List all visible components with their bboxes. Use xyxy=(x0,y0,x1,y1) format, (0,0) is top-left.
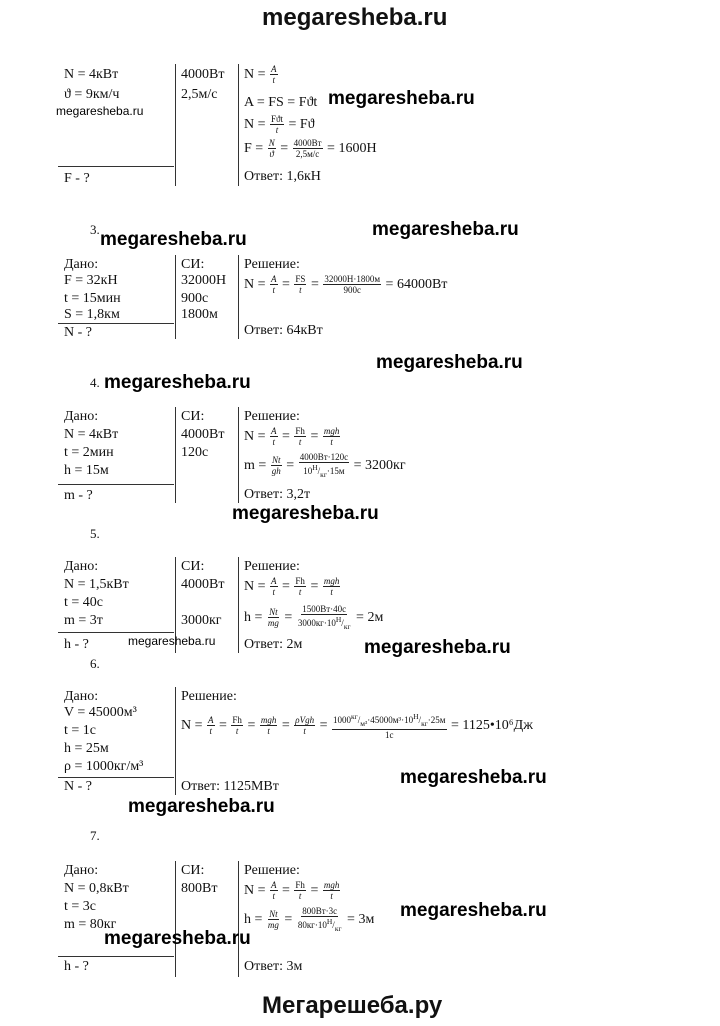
watermark: megaresheba.ru xyxy=(100,229,247,250)
problem-number: 5. xyxy=(90,526,100,541)
divider xyxy=(238,255,239,339)
divider xyxy=(238,861,239,977)
watermark: megaresheba.ru xyxy=(128,634,216,648)
site-footer: Мегарешеба.ру xyxy=(262,992,443,1019)
site-header: megaresheba.ru xyxy=(262,4,448,31)
answer-line: Ответ: 1125МВт xyxy=(181,779,279,794)
given-line: t = 15мин xyxy=(64,291,121,306)
divider xyxy=(238,557,239,653)
given-line: h = 25м xyxy=(64,741,109,756)
given-line: Дано: xyxy=(64,689,99,704)
divider xyxy=(175,687,176,795)
divider xyxy=(58,632,174,633)
divider xyxy=(175,64,176,186)
divider xyxy=(238,407,239,503)
find-line: N - ? xyxy=(64,779,92,794)
divider xyxy=(175,407,176,503)
given-line: ϑ = 9км/ч xyxy=(64,87,120,102)
find-line: F - ? xyxy=(64,171,90,186)
given-line: Дано: xyxy=(64,863,99,878)
divider xyxy=(238,64,239,186)
problem-number: 4. xyxy=(90,375,100,390)
formula-line: N = $\frac{A}{t}$ xyxy=(244,64,277,85)
given-line: ρ = 1000кг/м³ xyxy=(64,759,144,774)
divider xyxy=(175,861,176,977)
watermark: megaresheba.ru xyxy=(104,372,251,393)
formula-result: = 3м xyxy=(347,911,375,927)
si-line: 120с xyxy=(181,445,209,460)
find-line: N - ? xyxy=(64,325,92,340)
solution-heading: Решение: xyxy=(244,559,300,574)
find-line: h - ? xyxy=(64,637,89,652)
formula-line: h = $\frac{Nt}{mg}$ = $\frac{800Вт\cdot 3с}{80кг\cdot 10^Н/_{кг}}$ = 3м xyxy=(244,906,375,933)
formula-result: = 1125•10⁶Дж xyxy=(451,717,533,733)
si-line: СИ: xyxy=(181,559,205,574)
si-line: 4000Вт xyxy=(181,67,225,82)
given-line: Дано: xyxy=(64,257,99,272)
find-line: h - ? xyxy=(64,959,89,974)
formula-result: = 2м xyxy=(356,609,384,625)
watermark: megaresheba.ru xyxy=(372,219,519,240)
solution-heading: Решение: xyxy=(244,863,300,878)
si-line: 800Вт xyxy=(181,881,218,896)
given-line: h = 15м xyxy=(64,463,109,478)
formula-line: A = FS = Fϑt xyxy=(244,95,318,110)
watermark: megaresheba.ru xyxy=(400,900,547,921)
divider xyxy=(58,484,174,485)
formula-line: N = $\frac{A}{t}$ = $\frac{Fh}{t}$ = $\frac{\text{mgh}}{t}$ xyxy=(244,426,340,447)
given-line: t = 1с xyxy=(64,723,96,738)
formula-line: N = $\frac{\text{Fϑt}}{t}$ = Fϑ xyxy=(244,114,315,135)
formula-line: m = $\frac{Nt}{gh}$ = $\frac{4000Вт\cdot 120с}{10^Н/_{кг}\cdot 15м}$ = 3200кг xyxy=(244,452,406,479)
watermark: megaresheba.ru xyxy=(232,503,379,524)
watermark: megaresheba.ru xyxy=(56,104,144,118)
problem-number: 3. xyxy=(90,222,100,237)
given-line: m = 3т xyxy=(64,613,103,628)
given-line: N = 4кВт xyxy=(64,67,119,82)
answer-line: Ответ: 64кВт xyxy=(244,323,323,338)
find-line: m - ? xyxy=(64,488,93,503)
si-line: СИ: xyxy=(181,863,205,878)
formula-tail: = Fϑ xyxy=(288,116,315,132)
given-line: Дано: xyxy=(64,409,99,424)
si-line: 3000кг xyxy=(181,613,222,628)
divider xyxy=(58,956,174,957)
formula-line: N = $\frac{A}{t}$ = $\frac{Fh}{t}$ = $\frac{\text{mgh}}{t}$ xyxy=(244,576,340,597)
formula-result: = 3200кг xyxy=(353,457,406,473)
si-line: 4000Вт xyxy=(181,427,225,442)
answer-line: Ответ: 2м xyxy=(244,637,303,652)
answer-line: Ответ: 3м xyxy=(244,959,303,974)
si-line: 1800м xyxy=(181,307,218,322)
divider xyxy=(175,255,176,339)
given-line: N = 4кВт xyxy=(64,427,119,442)
formula-result: = 1600Н xyxy=(327,140,377,156)
answer-line: Ответ: 1,6кН xyxy=(244,169,321,184)
si-line: СИ: xyxy=(181,257,205,272)
si-line: 4000Вт xyxy=(181,577,225,592)
divider xyxy=(58,166,174,167)
given-line: t = 2мин xyxy=(64,445,114,460)
watermark: megaresheba.ru xyxy=(400,767,547,788)
formula-line: N = $\frac{A}{t}$ = $\frac{Fh}{t}$ = $\frac{\text{mgh}}{t}$ xyxy=(244,880,340,901)
problem-number: 7. xyxy=(90,828,100,843)
given-line: t = 3с xyxy=(64,899,96,914)
si-line: 32000Н xyxy=(181,273,227,288)
watermark: megaresheba.ru xyxy=(376,352,523,373)
given-line: m = 80кг xyxy=(64,917,117,932)
watermark: megaresheba.ru xyxy=(128,796,275,817)
given-line: F = 32кН xyxy=(64,273,118,288)
solution-heading: Решение: xyxy=(181,689,237,704)
given-line: t = 40с xyxy=(64,595,103,610)
si-line: 2,5м/с xyxy=(181,87,218,102)
given-line: Дано: xyxy=(64,559,99,574)
watermark: megaresheba.ru xyxy=(104,928,251,949)
problem-number: 6. xyxy=(90,656,100,671)
given-line: N = 0,8кВт xyxy=(64,881,129,896)
given-line: V = 45000м³ xyxy=(64,705,137,720)
formula-line: N = $\frac{A}{t}$ = $\frac{Fh}{t}$ = $\frac{\text{mgh}}{t}$ = $\frac{\text{ρVgh}}{t}$ = $\frac{1000^{кг}/_{м^3}\cdot 45000м^3\cdot 10^Н/_{кг}\cdot 25м}{1с}$ = 1125•10⁶Дж xyxy=(181,712,533,740)
si-line: 900с xyxy=(181,291,209,306)
formula-result: = 64000Вт xyxy=(385,276,448,292)
watermark: megaresheba.ru xyxy=(328,88,475,109)
formula-line: N = $\frac{A}{t}$ = $\frac{FS}{t}$ = $\frac{32000Н\cdot 1800м}{900с}$ = 64000Вт xyxy=(244,274,448,295)
answer-line: Ответ: 3,2т xyxy=(244,487,311,502)
solution-heading: Решение: xyxy=(244,409,300,424)
given-line: S = 1,8км xyxy=(64,307,120,322)
si-line: СИ: xyxy=(181,409,205,424)
watermark: megaresheba.ru xyxy=(364,637,511,658)
solution-heading: Решение: xyxy=(244,257,300,272)
formula-line: h = $\frac{Nt}{mg}$ = $\frac{1500Вт\cdot 40с}{3000кг\cdot 10^Н/_{кг}}$ = 2м xyxy=(244,604,384,631)
formula-line: F = $\frac{N}{ϑ}$ = $\frac{4000Вт}{2,5м/с}$ = 1600Н xyxy=(244,138,377,159)
given-line: N = 1,5кВт xyxy=(64,577,129,592)
